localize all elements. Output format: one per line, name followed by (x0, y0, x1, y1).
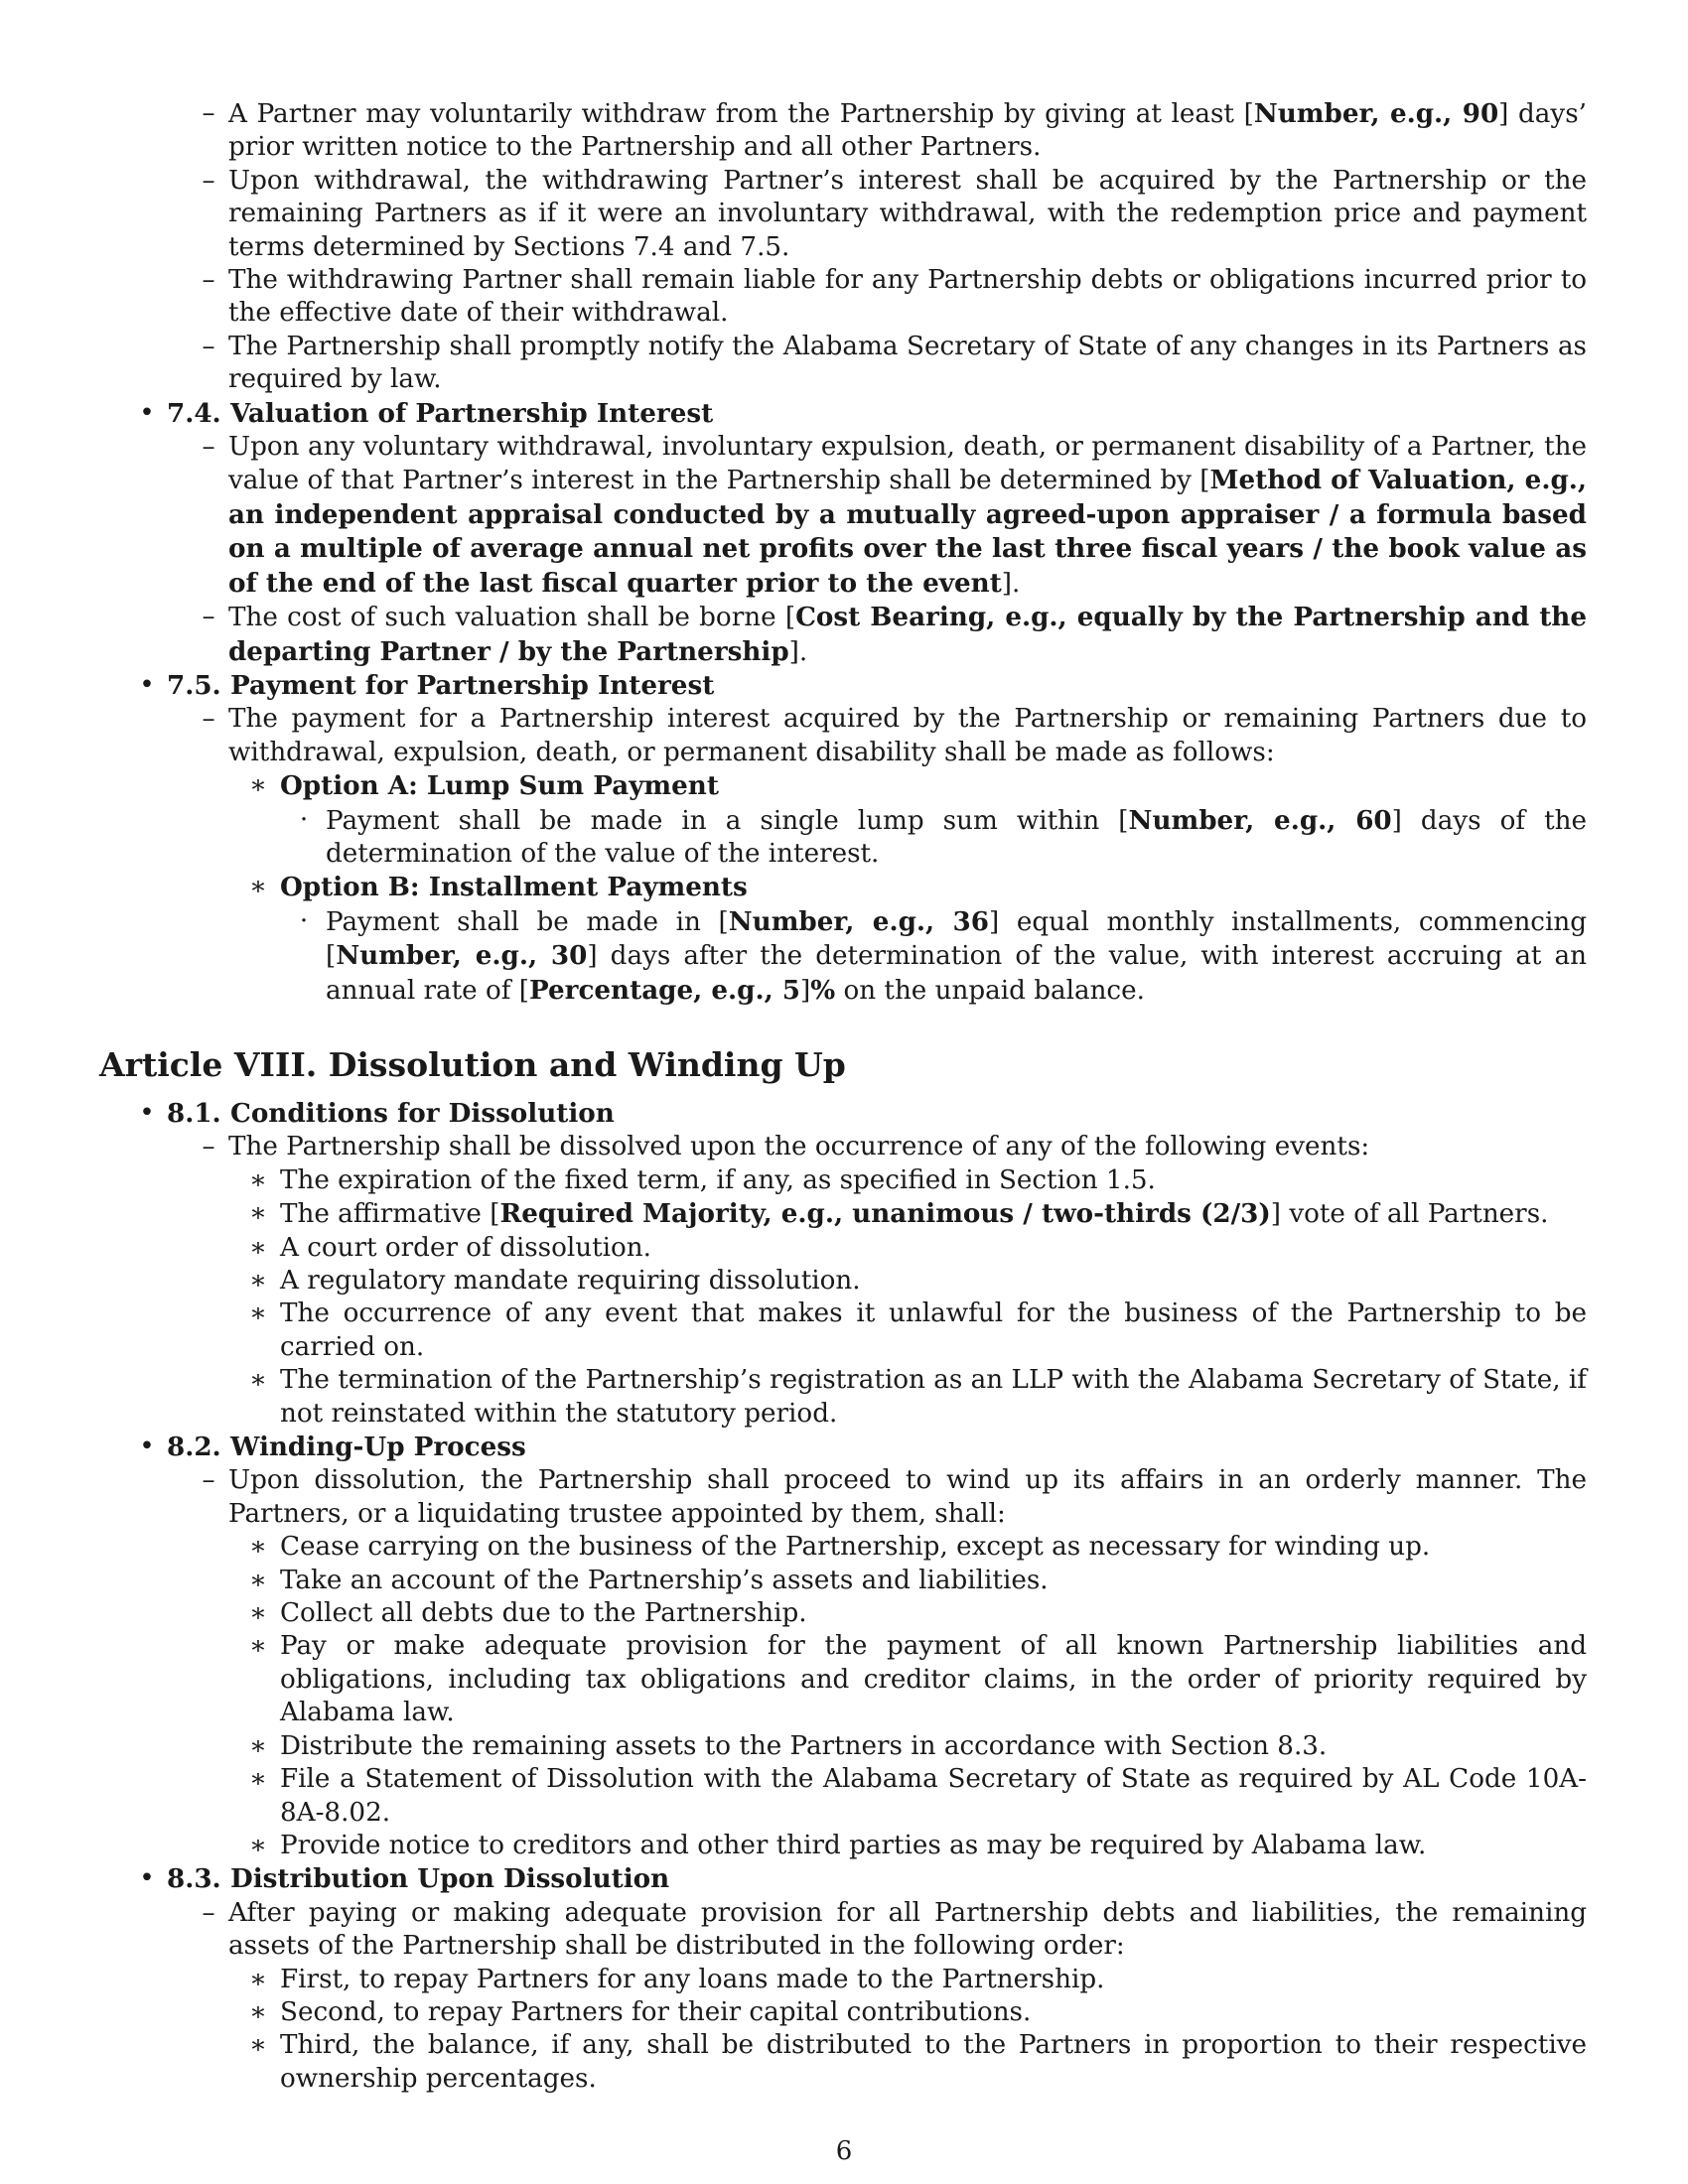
list-item (99, 1964, 1587, 1996)
list-item (99, 804, 1587, 872)
asterisk-marker: ∗ (249, 1764, 267, 1795)
text-run: A Partner may voluntarily withdraw from the Partnership by giving at least (228, 99, 1244, 129)
list-item (99, 1730, 1587, 1763)
asterisk-marker: ∗ (249, 2030, 267, 2061)
list-item (99, 1565, 1587, 1597)
section-title: Valuation of Partnership Interest (230, 397, 714, 429)
list-item (99, 703, 1587, 769)
article-heading: Article VIII. Dissolution and Winding Up (99, 1044, 846, 1084)
dash-marker: – (202, 704, 215, 735)
bold-text: Number, e.g., 90 (1253, 98, 1499, 129)
asterisk-marker: ∗ (249, 1532, 267, 1563)
asterisk-marker: ∗ (249, 1198, 267, 1229)
item-text (280, 1298, 1587, 1361)
section-8-2-heading (99, 1431, 1587, 1464)
section-title: Conditions for Dissolution (230, 1097, 615, 1129)
item-text (280, 1532, 1430, 1562)
text-run: on the unpaid balance. (835, 975, 1145, 1006)
item-text (280, 1831, 1426, 1860)
section-title: Payment for Partnership Interest (230, 669, 715, 701)
text-run: ] days’ prior written notice to the Partnership and all other Partners. (228, 99, 1587, 163)
bullet-marker: • (139, 669, 155, 700)
asterisk-marker: ∗ (249, 1365, 267, 1396)
text-run: ] (800, 975, 811, 1006)
text-run: The occurrence of any event that makes it unlawful for the business of the Partnership to be carried on. (280, 1298, 1587, 1362)
list-item (99, 1996, 1587, 2029)
item-text (280, 1566, 1049, 1595)
item-text (280, 1598, 807, 1628)
list-item (99, 264, 1587, 331)
list-item (99, 1164, 1587, 1197)
section-intro: After paying or making adequate provision for all Partnership debts and liabilities, the remaining assets of the Partnership shall be distributed in the following order: (228, 1897, 1587, 1962)
item-text (280, 1764, 1587, 1827)
section-title: Distribution Upon Dissolution (230, 1863, 670, 1895)
option-a-heading (99, 769, 1587, 803)
dash-marker: – (202, 265, 215, 296)
text-run: The affirmative [ (280, 1199, 500, 1230)
dash-marker: – (202, 331, 215, 361)
text-run: Pay or make adequate provision for the payment of all known Partnership liabilities and obligations, including tax obligations and creditor claims, in the order of priority required by Alabama law. (280, 1631, 1587, 1728)
dash-marker: – (202, 98, 215, 128)
item-text (228, 603, 1587, 666)
bold-text: % (810, 974, 836, 1006)
item-text (228, 332, 1587, 394)
text-run: The withdrawing Partner shall remain liable for any Partnership debts or obligations incurred prior to the effective date of their withdrawal. (228, 265, 1587, 329)
text-run: File a Statement of Dissolution with the Alabama Secretary of State as required by AL Code 10A-8A-8.02. (280, 1764, 1587, 1828)
list-item (99, 905, 1587, 1008)
list-item (99, 1597, 1587, 1630)
text-run: Distribute the remaining assets to the Partners in accordance with Section 8.3. (280, 1730, 1328, 1761)
text-run: ] days after the determination of the value, with interest accruing at an annual rate of [ (326, 941, 1588, 1006)
item-text (280, 1997, 1031, 2027)
item-text (326, 806, 1587, 869)
item-text (280, 1631, 1587, 1727)
text-run: Third, the balance, if any, shall be distributed to the Partners in proportion to their respective ownership percentages. (280, 2030, 1587, 2094)
section-8-3-heading (99, 1862, 1587, 1896)
bold-text: Cost Bearing, e.g., equally by the Partnership and the departing Partner / by the Partnership (228, 602, 1587, 667)
dash-marker: – (202, 1132, 215, 1162)
text-run: The expiration of the fixed term, if any, as specified in Section 1.5. (280, 1164, 1156, 1195)
asterisk-marker: ∗ (249, 1232, 267, 1263)
item-text (228, 432, 1587, 599)
text-run: ] days of the determination of the value of the interest. (326, 805, 1587, 869)
text-run: ] vote of all Partners. (1270, 1199, 1549, 1230)
section-number: 8.2. (167, 1432, 221, 1463)
text-run: ]. (1001, 568, 1021, 599)
text-run: Payment shall be made in [ (326, 906, 729, 937)
page-number: 6 (835, 2136, 853, 2166)
asterisk-marker: ∗ (249, 872, 267, 902)
dot-marker: · (299, 905, 309, 936)
list-item (99, 1364, 1587, 1431)
asterisk-marker: ∗ (249, 1830, 267, 1860)
text-run: A regulatory mandate requiring dissolution. (280, 1266, 861, 1296)
dash-marker: – (202, 165, 215, 196)
bold-text: Method of Valuation, e.g., an independent appraisal conducted by a mutually agreed-upon appraiser / a formula based on a multiple of average annual net profits over the last three fiscal years / the book value as of the end of the last fiscal quarter prior to the event (228, 465, 1587, 599)
option-title: Option A: Lump Sum Payment (280, 770, 719, 802)
bullet-marker: • (139, 397, 155, 428)
asterisk-marker: ∗ (249, 1298, 267, 1329)
bold-text: Number, e.g., 60 (1128, 804, 1392, 836)
list-item (99, 2029, 1587, 2096)
list-item (99, 1897, 1587, 1964)
dash-marker: – (202, 432, 215, 463)
text-run: Second, to repay Partners for their capital contributions. (280, 1996, 1032, 2027)
dot-marker: · (299, 804, 309, 835)
bold-text: Percentage, e.g., 5 (529, 974, 801, 1006)
list-item (99, 1232, 1587, 1265)
item-text (280, 1266, 861, 1296)
asterisk-marker: ∗ (249, 1631, 267, 1662)
list-item (99, 1265, 1587, 1297)
item-text (228, 265, 1587, 328)
asterisk-marker: ∗ (249, 1266, 267, 1296)
list-item (99, 1630, 1587, 1729)
page-content (99, 97, 1587, 2096)
section-title: Winding-Up Process (230, 1432, 526, 1463)
text-run: First, to repay Partners for any loans made to the Partnership. (280, 1964, 1105, 1994)
text-run: Upon any voluntary withdrawal, involuntary expulsion, death, or permanent disability of a Partner, the value of that Partner’s interest in the Partnership shall be determined by [ (228, 432, 1587, 496)
item-text (280, 2030, 1587, 2093)
list-item (99, 1763, 1587, 1830)
list-item (99, 1830, 1587, 1862)
item-text (280, 1233, 651, 1263)
asterisk-marker: ∗ (249, 1996, 267, 2027)
section-number: 8.1. (167, 1097, 221, 1129)
option-title: Option B: Installment Payments (280, 872, 748, 903)
item-text (228, 99, 1587, 162)
section-number: 7.4. (167, 397, 221, 429)
item-text (280, 1731, 1327, 1761)
list-item (99, 331, 1587, 397)
item-text (228, 166, 1587, 262)
text-run: Upon withdrawal, the withdrawing Partner’s interest shall be acquired by the Partnership or the remaining Partners as if it were an involuntary withdrawal, with the redemption price and payment terms determined by Sections 7.4 and 7.5. (228, 165, 1587, 262)
section-number: 7.5. (167, 669, 221, 701)
list-item (99, 431, 1587, 601)
text-run: Take an account of the Partnership’s assets and liabilities. (280, 1565, 1049, 1595)
asterisk-marker: ∗ (249, 1964, 267, 1994)
text-run: A court order of dissolution. (280, 1232, 651, 1263)
asterisk-marker: ∗ (249, 1730, 267, 1761)
list-item (99, 1197, 1587, 1231)
text-run: Cease carrying on the business of the Partnership, except as necessary for winding up. (280, 1532, 1431, 1563)
text-run: Payment shall be made in a single lump sum within [ (326, 805, 1129, 836)
asterisk-marker: ∗ (249, 770, 267, 801)
text-run: The termination of the Partnership’s registration as an LLP with the Alabama Secretary of State, if not reinstated within the statutory period. (280, 1365, 1587, 1429)
section-intro: Upon dissolution, the Partnership shall proceed to wind up its affairs in an orderly manner. The Partners, or a liquidating trustee appointed by them, shall: (228, 1465, 1587, 1529)
list-item (99, 1531, 1587, 1564)
text-run: ] equal monthly installments, commencing [ (326, 906, 1587, 972)
dash-marker: – (202, 1897, 215, 1928)
dash-marker: – (202, 1465, 215, 1496)
bold-text: Number, e.g., 36 (728, 905, 989, 937)
text-run: The Partnership shall promptly notify the Alabama Secretary of State of any changes in its Partners as required by law. (228, 331, 1587, 395)
list-item (99, 97, 1587, 165)
section-7-5-heading (99, 669, 1587, 703)
text-run: The cost of such valuation shall be borne [ (228, 603, 796, 633)
bullet-marker: • (139, 1863, 155, 1894)
section-intro: The payment for a Partnership interest acquired by the Partnership or remaining Partners due to withdrawal, expulsion, death, or permanent disability shall be made as follows: (228, 704, 1587, 767)
section-7-4-heading (99, 397, 1587, 431)
asterisk-marker: ∗ (249, 1565, 267, 1595)
item-text (280, 1365, 1587, 1428)
list-item (99, 165, 1587, 264)
item-text (280, 1965, 1104, 1994)
dash-marker: – (202, 602, 215, 632)
section-number: 8.3. (167, 1863, 221, 1895)
text-run: Provide notice to creditors and other third parties as may be required by Alabama law. (280, 1830, 1427, 1860)
bold-text: Number, e.g., 30 (336, 940, 588, 972)
section-intro: The Partnership shall be dissolved upon the occurrence of any of the following events: (228, 1132, 1370, 1162)
item-text (280, 1199, 1548, 1229)
text-run: Collect all debts due to the Partnership. (280, 1598, 807, 1629)
item-text (326, 907, 1587, 1006)
list-item (99, 1464, 1587, 1531)
list-item (99, 1131, 1587, 1163)
item-text (280, 1165, 1156, 1195)
bullet-marker: • (139, 1432, 155, 1462)
list-item (99, 1297, 1587, 1364)
list-item (99, 601, 1587, 669)
bold-text: Required Majority, e.g., unanimous / two-thirds (2/3) (499, 1198, 1271, 1230)
text-run: [ (1243, 99, 1254, 129)
asterisk-marker: ∗ (249, 1164, 267, 1195)
asterisk-marker: ∗ (249, 1598, 267, 1629)
text-run: ]. (788, 636, 808, 667)
section-8-1-heading (99, 1097, 1587, 1131)
bullet-marker: • (139, 1097, 155, 1128)
option-b-heading (99, 871, 1587, 904)
